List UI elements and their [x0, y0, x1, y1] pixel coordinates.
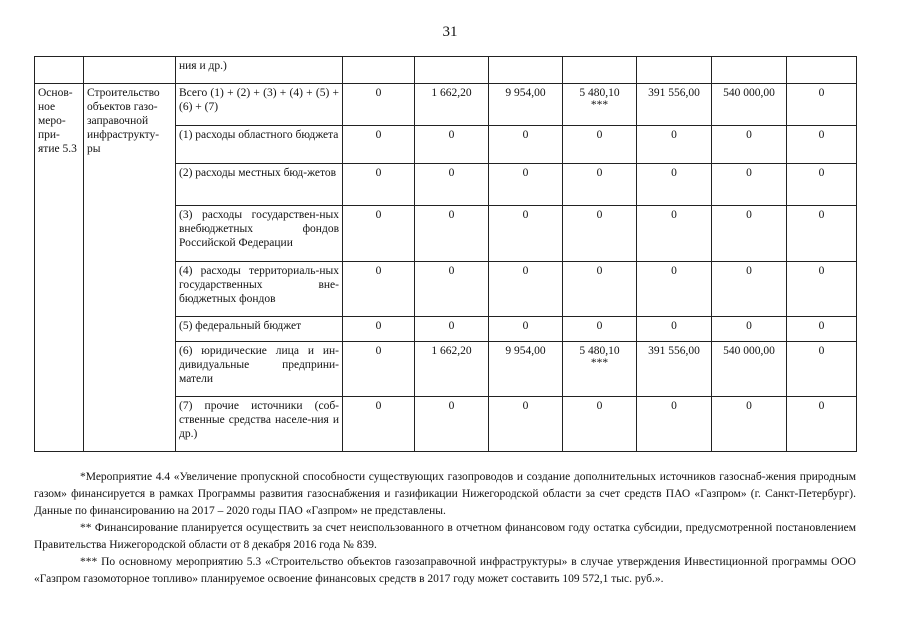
source-cell: (7) прочие источники (соб-ственные средства населе-ния и др.) [176, 397, 343, 452]
footnote-mark: *** [590, 357, 609, 369]
footnote-2: ** Финансирование планируется осуществить за счет неиспользованного в отчетном финансовом году остатка субсидии, предусмотренной постановлением Правительства Нижегородской области от 8 декабря 2016 года № 839. [34, 522, 856, 551]
source-cell: (2) расходы местных бюд-жетов [176, 164, 343, 206]
value-cell: 0 [563, 126, 637, 164]
value-cell: 0 [563, 164, 637, 206]
value-cell: 0 [787, 397, 857, 452]
empty-cell [712, 57, 787, 84]
value-cell: 0 [787, 317, 857, 342]
value-cell: 1 662,20 [415, 84, 489, 126]
value-cell: 0 [415, 126, 489, 164]
value-cell: 0 [637, 262, 712, 317]
value-cell: 1 662,20 [415, 342, 489, 397]
empty-cell [637, 57, 712, 84]
value-cell: 0 [637, 397, 712, 452]
value-cell: 0 [489, 397, 563, 452]
value-cell: 0 [343, 397, 415, 452]
value-cell: 0 [637, 317, 712, 342]
empty-cell [787, 57, 857, 84]
value-cell: 0 [343, 317, 415, 342]
value-cell [563, 342, 637, 397]
value-cell: 0 [415, 206, 489, 262]
value-cell: 0 [712, 164, 787, 206]
source-cell: (1) расходы областного бюджета [176, 126, 343, 164]
value-text: 5 480,10 [579, 87, 620, 99]
value-cell: 0 [415, 262, 489, 317]
event-label-cell: Основ-ное меро-при-ятие 5.3 [35, 84, 84, 452]
value-cell: 0 [787, 206, 857, 262]
value-cell: 0 [343, 342, 415, 397]
footnote-mark: *** [590, 99, 609, 111]
value-cell: 0 [563, 397, 637, 452]
value-cell: 0 [637, 206, 712, 262]
value-cell: 0 [712, 397, 787, 452]
page-number: 31 [442, 24, 458, 40]
value-cell: 0 [787, 342, 857, 397]
value-cell: 0 [712, 317, 787, 342]
value-cell: 0 [489, 164, 563, 206]
value-cell: 0 [343, 84, 415, 126]
value-cell: 0 [563, 262, 637, 317]
value-cell: 391 556,00 [637, 342, 712, 397]
value-cell: 540 000,00 [712, 342, 787, 397]
value-cell: 0 [712, 206, 787, 262]
value-cell: 0 [787, 164, 857, 206]
empty-cell [563, 57, 637, 84]
value-text: 5 480,10 [579, 345, 620, 357]
value-cell: 0 [343, 262, 415, 317]
source-cell: (4) расходы территориаль-ных государственных вне-бюджетных фондов [176, 262, 343, 317]
footnotes [34, 469, 856, 588]
table-row [35, 84, 857, 126]
value-cell: 0 [343, 126, 415, 164]
value-cell: 0 [489, 262, 563, 317]
value-cell: 0 [489, 206, 563, 262]
value-cell: 0 [343, 206, 415, 262]
value-cell: 0 [637, 126, 712, 164]
value-cell: 0 [787, 262, 857, 317]
source-cell: Всего (1) + (2) + (3) + (4) + (5) + (6) + (7) [176, 84, 343, 126]
value-cell: 0 [637, 164, 712, 206]
value-cell: 0 [489, 317, 563, 342]
value-cell: 0 [712, 262, 787, 317]
value-cell: 0 [563, 317, 637, 342]
value-cell: 0 [343, 164, 415, 206]
source-cell: (6) юридические лица и ин-дивидуальные предприни-матели [176, 342, 343, 397]
value-cell: 0 [787, 126, 857, 164]
continuation-cell: ния и др.) [176, 57, 343, 84]
value-cell: 0 [787, 84, 857, 126]
value-cell: 0 [415, 164, 489, 206]
value-cell: 9 954,00 [489, 84, 563, 126]
source-cell: (5) федеральный бюджет [176, 317, 343, 342]
footnote-1: *Мероприятие 4.4 «Увеличение пропускной способности существующих газопроводов и создание дополнительных источников газоснаб-жения природным газом» финансируется в рамках Программы развития газоснабжения и газификации Нижегородской области за счет средств ПАО «Газпром» (г. Санкт-Петербург). Данные по финансированию на 2017 – 2020 годы ПАО «Газпром» не представлены. [34, 471, 856, 517]
table-row-continuation [35, 57, 857, 84]
value-cell: 0 [489, 126, 563, 164]
value-cell: 0 [415, 397, 489, 452]
value-cell: 391 556,00 [637, 84, 712, 126]
value-cell: 0 [712, 126, 787, 164]
empty-cell [343, 57, 415, 84]
event-name-cell: Строительство объектов газо-заправочной инфраструкту-ры [84, 84, 176, 452]
funding-table [34, 56, 857, 452]
empty-cell [84, 57, 176, 84]
value-cell [563, 84, 637, 126]
empty-cell [35, 57, 84, 84]
value-cell: 0 [563, 206, 637, 262]
value-cell: 0 [415, 317, 489, 342]
value-cell: 9 954,00 [489, 342, 563, 397]
value-cell: 540 000,00 [712, 84, 787, 126]
empty-cell [489, 57, 563, 84]
source-cell: (3) расходы государствен-ных внебюджетных фондов Российской Федерации [176, 206, 343, 262]
empty-cell [415, 57, 489, 84]
footnote-3: *** По основному мероприятию 5.3 «Строительство объектов газозаправочной инфраструктуры» в случае утверждения Инвестиционной программы ООО «Газпром газомоторное топливо» планируемое освоение финансовых средств в 2017 году может составить 109 572,1 тыс. руб.». [34, 556, 856, 585]
